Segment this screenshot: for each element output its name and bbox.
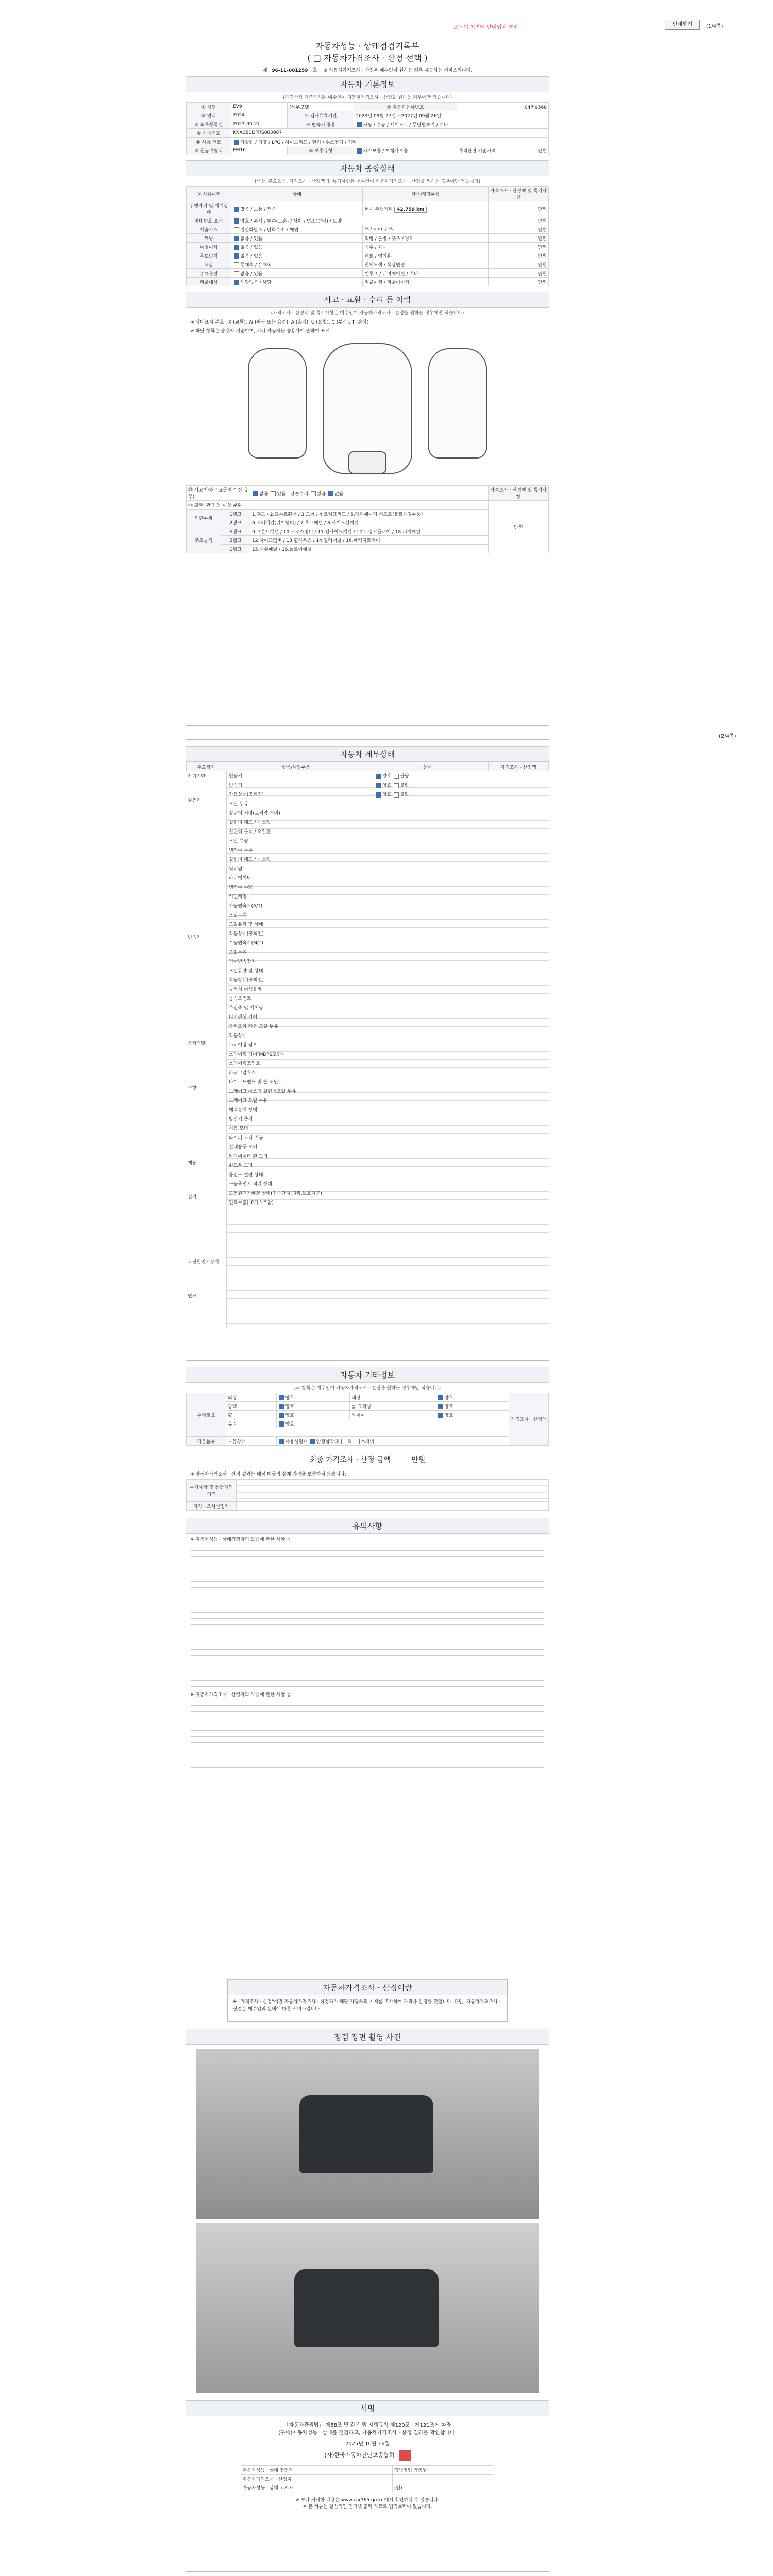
state-text: 없음 / 있음 bbox=[240, 271, 263, 277]
yes-label: 있음 bbox=[277, 491, 286, 497]
accident-sub-head: ⑬ 교환, 판금 등 이상 부위 bbox=[187, 501, 489, 510]
year-value: 2024 bbox=[231, 111, 288, 120]
item-hv-wiring: 고전원전기배선 상태(접속단자,피복,보호기구) bbox=[229, 1191, 322, 1196]
row-options: 주요옵션 bbox=[187, 269, 231, 278]
item-cv-joint: 등속조인트 bbox=[229, 996, 251, 1002]
head-history: ⑪ 사용이력 bbox=[187, 187, 231, 201]
inspection-value: 2023년 09월 27일 ~2027년 09월 26일 bbox=[354, 111, 549, 120]
engine-value: EM16 bbox=[231, 146, 288, 155]
item-brake-oil: 브레이크 오일 누유 bbox=[229, 1098, 268, 1104]
page-3 bbox=[186, 1360, 549, 1943]
label-transmission: ⑦ 변속기 종류 bbox=[288, 120, 354, 129]
item-at-leak: 오일누유 bbox=[229, 913, 247, 918]
group-hv: 고전원전기장치 bbox=[188, 1260, 219, 1265]
row-special: 특별이력 bbox=[187, 243, 231, 251]
state-text: 무채색 / 유채색 bbox=[240, 262, 272, 268]
checkbox[interactable] bbox=[234, 236, 239, 241]
row-recall: 리콜대상 bbox=[187, 278, 231, 286]
detail-head-device: 주요장치 bbox=[187, 762, 226, 771]
final-title: 최종 가격조사 · 산정 금액 bbox=[309, 1456, 391, 1464]
checkbox[interactable] bbox=[234, 280, 239, 285]
other-cleaning: 룸 크리닝 bbox=[350, 1402, 435, 1411]
label-submodel: (세부모델 bbox=[288, 103, 354, 111]
item-engine-diag: 원동기 bbox=[229, 774, 243, 779]
final-text: ※ 자동차가격조사 · 산정 결과는 해당 매물의 실제 가격을 보증하지 않습니다. bbox=[190, 1472, 346, 1477]
triangle-label: 안전삼각대 bbox=[316, 1439, 339, 1445]
checkbox-no-accident[interactable] bbox=[253, 491, 258, 496]
good-label: 양호 bbox=[444, 1404, 453, 1410]
page-2-number: (2/4쪽) bbox=[719, 734, 736, 739]
checkbox[interactable] bbox=[279, 1395, 284, 1400]
group-fuel: 연료 bbox=[188, 1294, 197, 1299]
vin-value: KNAC81DPRS000987 bbox=[231, 129, 549, 138]
bad-label: 불량 bbox=[400, 783, 409, 788]
checkbox[interactable] bbox=[438, 1404, 443, 1409]
role-inspector: 자동차성능 · 상태 점검자 bbox=[241, 2466, 392, 2475]
item-cyl-block: 실린더 블록 / 오일팬 bbox=[229, 829, 271, 835]
sign-law: 「자동차관리법」 제58조 및 같은 법 시행규칙 제120조 · 제121조에 따라 bbox=[283, 2422, 451, 2428]
print-button[interactable]: 인쇄하기 bbox=[665, 20, 700, 30]
good-label: 양호 bbox=[382, 783, 392, 788]
item-diff: 디퍼렌셜 기어 bbox=[229, 1015, 258, 1020]
other-title: 자동차 기타정보 bbox=[186, 1367, 549, 1383]
good-label: 양호 bbox=[444, 1395, 453, 1401]
checkbox[interactable] bbox=[438, 1395, 443, 1400]
other-subtitle: (① 항목은 매수인이 자동차가격조사 · 산정을 원하는 경우에만 적습니다) bbox=[294, 1386, 441, 1391]
sign-footer: ※ 보다 자세한 내용은 www.car365.go.kr 에서 확인하실 수 있습니다. bbox=[295, 2498, 440, 2503]
photo-rear bbox=[196, 2223, 539, 2393]
checkbox[interactable] bbox=[234, 271, 239, 276]
item-starter: 시동 모터 bbox=[229, 1126, 248, 1131]
price-unit: 만원 bbox=[489, 269, 549, 278]
row-vin-mark: 차대번호 표기 bbox=[187, 216, 231, 225]
checkbox-bad[interactable] bbox=[394, 774, 399, 779]
notice-title: 유의사항 bbox=[186, 1518, 549, 1534]
good-label: 양호 bbox=[285, 1413, 294, 1418]
checkbox-electric[interactable] bbox=[234, 140, 239, 145]
other-price-head: 가격조사 · 산정액 bbox=[509, 1393, 549, 1446]
item-mt: 수동변속기(M/T) bbox=[229, 941, 263, 946]
pricing-title: 자동차가격조사 · 산정이란 bbox=[228, 1979, 507, 1995]
item-oil-level: 오일 유량 bbox=[229, 839, 248, 844]
price-unit: 만원 bbox=[489, 225, 549, 234]
notice-text-2 bbox=[191, 1700, 544, 1772]
item-battery-iso: 구동축전지 격리 상태 bbox=[229, 1182, 272, 1187]
label-reg-no: ② 자동차등록번호 bbox=[354, 103, 457, 111]
checkbox[interactable] bbox=[279, 1413, 284, 1418]
rank-c: C랭크 bbox=[221, 545, 250, 553]
jack-label: 잭 bbox=[347, 1439, 352, 1445]
first-reg-value: 2023-09-27 bbox=[231, 120, 288, 129]
sign-table bbox=[241, 2465, 495, 2492]
other-interior: 내장 bbox=[350, 1393, 435, 1402]
sign-date: 2025년 10월 16일 bbox=[345, 2441, 390, 2447]
sign-footer-2: ※ 본 서류는 일반적인 인터넷 출력 자료로 법적효력이 없습니다. bbox=[303, 2504, 432, 2510]
notice-text-1 bbox=[191, 1545, 544, 1689]
other-tire: 타이어 bbox=[350, 1411, 435, 1419]
emission-units: % / ppm / % bbox=[363, 225, 489, 234]
row-use-change: 용도변경 bbox=[187, 251, 231, 260]
good-label: 양호 bbox=[382, 792, 392, 798]
rank-2: 2랭크 bbox=[221, 518, 250, 527]
sign-company: (사)한국자동차진단보증협회 bbox=[324, 2452, 395, 2459]
page-4 bbox=[186, 1958, 549, 2572]
checkbox-simple-none[interactable] bbox=[328, 491, 333, 496]
detail-body bbox=[186, 771, 549, 1328]
car-front-image bbox=[299, 2095, 433, 2173]
car-diagram bbox=[186, 338, 549, 482]
item-ps-leak: 동력조향 작동 오일 누유 bbox=[229, 1024, 278, 1029]
doc-no: 96-11-001259 bbox=[272, 68, 308, 73]
row-mileage: 주행거리 및 계기상태 bbox=[187, 201, 231, 216]
final-box bbox=[186, 1451, 549, 1468]
state-text: 일산화탄소 / 탄화수소 / 매연 bbox=[240, 227, 299, 233]
final-notes bbox=[237, 1480, 549, 1502]
other-repair-label: 수리필요 bbox=[187, 1393, 226, 1437]
price-unit: 만원 bbox=[489, 260, 549, 269]
basic-subtitle: (가격산정 기준가격은 매수인이 자동차가격조사 · 산정을 원하는 경우에만 적습니다) bbox=[282, 95, 452, 100]
label-model: ① 차명 bbox=[187, 103, 231, 111]
top-notice: 모든이 최반에 안내업체 결정 bbox=[453, 25, 518, 30]
price-unit: 만원 bbox=[489, 278, 549, 286]
item-cyl-cover: 실린더 커버(로커암 커버) bbox=[229, 811, 280, 816]
page-number: (1/4쪽) bbox=[706, 24, 724, 29]
header-notice: ※ 자동차가격조사 · 산정은 매수인이 원하는 경우 제공하는 서비스입니다. bbox=[323, 68, 473, 73]
simple-yes-label: 있음 bbox=[316, 491, 326, 497]
other-table bbox=[186, 1393, 549, 1446]
detail-price-column bbox=[492, 771, 549, 1328]
repair-label: ⑫ 사고이력(주요골격 이상 유무) bbox=[187, 486, 250, 501]
rank-2-items: 6.쿼터패널(리어휀더) / 7.루프패널 / 8.사이드실패널 bbox=[250, 518, 489, 527]
checkbox-simple-repair[interactable] bbox=[311, 491, 316, 496]
accident-title: 사고 · 교환 · 수리 등 이력 bbox=[186, 292, 549, 308]
item-blower: 실내송풍 모터 bbox=[229, 1145, 258, 1150]
appraiser-name bbox=[392, 2475, 494, 2483]
special-detail: 침수 / 화재 bbox=[363, 243, 489, 251]
checkbox[interactable] bbox=[234, 207, 239, 212]
accident-price-head: 가격조사 · 산정액 및 특기사항 bbox=[489, 486, 549, 501]
item-window: 윈도우 모터 bbox=[229, 1163, 253, 1168]
item-mt-leak: 오일누유 bbox=[229, 950, 247, 955]
photos-title: 점검 장면 촬영 사진 bbox=[186, 2029, 549, 2045]
price-unit: 만원 bbox=[489, 251, 549, 260]
item-tie-rod: 타이로드엔드 및 볼 조인트 bbox=[229, 1080, 283, 1085]
item-steer-op: 작동상태 bbox=[229, 1033, 247, 1039]
rank-1-items: 1.후드 / 2.프론트휀더 / 3.도어 / 4.트렁크리드 / 5.라디에이터 서포트(볼트체결부품) bbox=[250, 510, 489, 518]
state-text: 없음 / 있음 bbox=[240, 245, 263, 250]
warranty-options: 자가보증 / 보험사보증 bbox=[363, 148, 408, 154]
basic-title: 자동차 기본정보 bbox=[186, 76, 549, 92]
item-cyl-head: 실린더 헤드 / 개스킷 bbox=[229, 820, 271, 825]
page-2 bbox=[186, 739, 549, 1348]
final-value: 만원 bbox=[411, 1456, 426, 1464]
notifier-name: (인) bbox=[392, 2483, 494, 2492]
group-electric: 전기 bbox=[188, 1195, 197, 1200]
role-appraiser: 자동차가격조사 · 산정자 bbox=[241, 2475, 392, 2483]
detail-head-price: 가격조사 · 산정액 bbox=[489, 762, 549, 771]
reg-no-value: 04러9568 bbox=[457, 103, 548, 111]
detail-head-state: 상태 bbox=[366, 762, 489, 771]
item-clutch: 클러치 어셈블리 bbox=[229, 987, 262, 992]
item-radiator: 라디에이터 bbox=[229, 876, 251, 881]
item-mt-level: 오일유량 및 상태 bbox=[229, 969, 263, 974]
label-inspection: ④ 검사유효기간 bbox=[288, 111, 354, 120]
label-first-reg: ⑤ 최초등록일 bbox=[187, 120, 231, 129]
detail-head-item: 항목/해당부품 bbox=[226, 762, 366, 771]
item-alternator: 발전기 출력 bbox=[229, 1117, 253, 1122]
good-label: 양호 bbox=[285, 1421, 294, 1427]
item-wiper: 와이퍼 모터 기능 bbox=[229, 1136, 263, 1141]
checkbox-spanner[interactable] bbox=[355, 1439, 360, 1444]
label-base-price: 가격산정 기준가격 bbox=[458, 148, 496, 154]
car-front-view bbox=[248, 348, 307, 459]
item-head-gasket: 실린더 헤드 / 개스킷 bbox=[229, 857, 271, 862]
label-vin: ⑥ 차대번호 bbox=[187, 129, 231, 138]
overall-subtitle: (색상, 주요옵션, 가격조사 · 산정액 및 특기사항은 매수인이 자동차가격조사 · 산정을 원하는 경우에만 적습니다) bbox=[254, 179, 481, 184]
checkbox-good[interactable] bbox=[376, 774, 381, 779]
row-emission: 배출가스 bbox=[187, 225, 231, 234]
final-notes-table bbox=[186, 1479, 549, 1511]
state-text: 없음 / 있음 bbox=[240, 253, 263, 259]
checkbox[interactable] bbox=[234, 245, 239, 250]
tuning-detail: 적법 / 불법 / 구조 / 장치 bbox=[363, 234, 489, 243]
rank-b: B랭크 bbox=[221, 536, 250, 545]
car-frame-view bbox=[348, 451, 386, 474]
checkbox-auto[interactable] bbox=[357, 122, 362, 127]
group-drivetrain: 동력전달 bbox=[188, 1041, 206, 1046]
accident-table bbox=[186, 485, 549, 553]
state-text: 해당없음 / 해당 bbox=[240, 280, 272, 285]
car-rear-view bbox=[428, 348, 487, 459]
item-steer-gear: 스티어링 기어(MDPS포함) bbox=[229, 1052, 283, 1057]
doc-no-label: 제 bbox=[262, 68, 267, 73]
group-exterior: 외판부위 bbox=[187, 510, 221, 527]
group-transmission: 변속기 bbox=[188, 935, 201, 940]
group-frame: 주요골격 bbox=[187, 527, 221, 553]
head-state: 상태 bbox=[231, 187, 363, 201]
item-booster: 배력장치 상태 bbox=[229, 1108, 258, 1113]
checkbox[interactable] bbox=[279, 1421, 284, 1427]
other-basic-label: 기본품목 bbox=[187, 1437, 226, 1446]
state-text: 없음 / 있음 bbox=[240, 236, 263, 242]
doc-title: 자동차성능 · 상태점검기록부 bbox=[315, 41, 419, 51]
item-steer-pump: 스티어링 펌프 bbox=[229, 1043, 258, 1048]
detail-title: 자동차 세부상태 bbox=[186, 746, 549, 762]
checkbox-good[interactable] bbox=[376, 792, 381, 798]
page-1 bbox=[186, 32, 549, 726]
item-coolant-level: 냉각수 수량 bbox=[229, 885, 253, 890]
item-oil-leak: 오일 누유 bbox=[229, 802, 248, 807]
item-common-rail: 커먼레일 bbox=[229, 894, 247, 900]
detail-groups bbox=[186, 771, 227, 1328]
use-detail: 렌트 / 영업용 bbox=[363, 251, 489, 260]
checkbox[interactable] bbox=[234, 262, 239, 267]
company-seal-icon bbox=[399, 2450, 411, 2461]
item-at-idle: 작동상태(공회전) bbox=[229, 931, 264, 937]
car-rear-image bbox=[294, 2269, 439, 2347]
doc-no-suffix: 호 bbox=[312, 68, 317, 73]
checkbox-warranty[interactable] bbox=[357, 148, 362, 154]
rank-1: 1랭크 bbox=[221, 510, 250, 518]
basic-status: 보유상태 bbox=[226, 1437, 277, 1446]
checkbox-yes-accident[interactable] bbox=[271, 491, 276, 496]
basic-table bbox=[186, 102, 549, 155]
group-engine: 원동기 bbox=[188, 798, 201, 803]
state-text: 양호 / 부식 / 훼손(오손) / 상이 / 변조(변타) / 도말 bbox=[240, 218, 342, 224]
sign-law-2: (구매)자동차성능 · 상태를 점검하고, 자동차가격조사 · 산정 결과를 확인합니다. bbox=[278, 2430, 457, 2436]
good-label: 양호 bbox=[285, 1404, 294, 1410]
item-charge-port: 충전구 절연 상태 bbox=[229, 1173, 263, 1178]
color-detail: 전체도색 / 색상변경 bbox=[363, 260, 489, 269]
price-unit: 만원 bbox=[489, 216, 549, 225]
notice-lead-2: ※ 자동차가격조사 · 산정자의 보증에 관한 사항 등 bbox=[190, 1692, 291, 1698]
head-item: 항목/해당부품 bbox=[363, 187, 489, 201]
accident-price: 만원 bbox=[489, 501, 549, 553]
base-price-unit: 만원 bbox=[537, 148, 547, 154]
item-prop-shaft: 추진축 및 베어링 bbox=[229, 1006, 263, 1011]
label-fuel: ⑧ 사용 연료 bbox=[187, 138, 231, 146]
label-year: ③ 연식 bbox=[187, 111, 231, 120]
pricing-box bbox=[227, 1979, 508, 2022]
item-trans-diag: 변속기 bbox=[229, 783, 243, 788]
option-detail: 썬루프 / 네비게이션 / 기타 bbox=[363, 269, 489, 278]
row-tuning: 튜닝 bbox=[187, 234, 231, 243]
accident-legend-2: ※ 하단 항목은 승용차 기준이며, 기타 자동차는 승용차에 준하여 표시 bbox=[190, 329, 330, 334]
detail-header bbox=[186, 762, 549, 771]
rank-b-items: 12.사이드멤버 / 13.휠하우스 / 14.필러패널 / 16.패키지트레이 bbox=[250, 536, 489, 545]
notice-lead: ※ 자동차성능 · 상태점검자의 보증에 관한 사항 등 bbox=[190, 1537, 291, 1543]
checkbox-jack[interactable] bbox=[341, 1439, 346, 1444]
item-mt-idle: 작동상태(공회전) bbox=[229, 978, 264, 983]
photo-front bbox=[196, 2049, 539, 2219]
head-price: 가격조사 · 산정액 및 특기사항 bbox=[489, 187, 549, 201]
detail-states bbox=[373, 771, 492, 1328]
accident-subtitle: (가격조사 · 산정액 및 특기사항은 매수인이 자동차가격조사 · 산정을 원하는 경우에만 적습니다) bbox=[271, 311, 464, 316]
final-notes-label: 특기사항 및 점검자의 의견 bbox=[187, 1480, 237, 1502]
mileage-value: 42,759 km bbox=[394, 207, 427, 213]
accident-legend-1: ※ 상태표시 부호 : X (교환), W (판금 또는 용접), A (흠집), U (요철), C (부식), T (손상) bbox=[190, 320, 369, 325]
other-wheel: 휠 bbox=[226, 1411, 277, 1419]
model-value: EV9 bbox=[231, 103, 288, 111]
detail-items bbox=[227, 771, 373, 1328]
other-glass: 유리 bbox=[226, 1419, 277, 1428]
item-rad-fan: 라디에이터 팬 모터 bbox=[229, 1154, 268, 1159]
item-gear-shift: 기어변속장치 bbox=[229, 959, 256, 964]
item-fuel-leak: 연료누출(LP가스포함) bbox=[229, 1200, 274, 1206]
group-selfdiag: 자기진단 bbox=[188, 774, 206, 779]
other-exterior: 외장 bbox=[226, 1393, 277, 1402]
checkbox[interactable] bbox=[234, 218, 239, 224]
item-at: 자동변속기(A/T) bbox=[229, 904, 263, 909]
overall-title: 자동차 종합상태 bbox=[186, 160, 549, 176]
good-label: 양호 bbox=[382, 774, 392, 779]
top-bar bbox=[0, 0, 773, 28]
item-water-pump: 워터펌프 bbox=[229, 867, 247, 872]
good-label: 양호 bbox=[285, 1395, 294, 1401]
checkbox-bad[interactable] bbox=[394, 792, 399, 798]
label-engine: ⑨ 원동기형식 bbox=[187, 146, 231, 155]
state-text: 많음 / 보통 / 적음 bbox=[240, 207, 276, 212]
doc-subtitle: ( □ 자동차가격조사 · 산정 선택 ) bbox=[307, 53, 428, 63]
item-master-cyl: 브레이크 마스터 실린더오일 누유 bbox=[229, 1089, 296, 1094]
no-label: 없음 bbox=[259, 491, 268, 497]
item-at-level: 오일유량 및 상태 bbox=[229, 922, 263, 927]
item-engine-idle: 작동상태(공회전) bbox=[229, 792, 264, 798]
label-warranty: ⑩ 보증유형 bbox=[288, 146, 354, 155]
pricing-text: ※ "가격조사 · 산정"이란 자동차가격조사 · 산정자가 해당 자동차의 시세를 조사하여 가격을 산정한 것입니다. 다만, 자동차가격조사 · 산정은 매수인의 선택에 따른 서비스입니다. bbox=[233, 1999, 501, 2012]
group-brake: 제동 bbox=[188, 1161, 197, 1166]
recall-detail: 리콜이행 / 리콜미이행 bbox=[363, 278, 489, 286]
checkbox[interactable] bbox=[279, 1404, 284, 1409]
item-coolant-leak: 냉각수 누수 bbox=[229, 848, 253, 853]
transmission-options: 자동 / 수동 / 세미오토 / 무단변속기 / 기타 bbox=[363, 122, 448, 128]
checkbox[interactable] bbox=[234, 227, 239, 232]
checkbox-bad[interactable] bbox=[394, 783, 399, 788]
checkbox-manual[interactable] bbox=[279, 1439, 284, 1444]
other-polish: 광택 bbox=[226, 1402, 277, 1411]
bad-label: 불량 bbox=[400, 792, 409, 798]
price-unit: 만원 bbox=[489, 201, 549, 216]
rank-a: A랭크 bbox=[221, 527, 250, 536]
checkbox-good[interactable] bbox=[376, 783, 381, 788]
checkbox[interactable] bbox=[234, 253, 239, 259]
bad-label: 불량 bbox=[400, 774, 409, 779]
good-label: 양호 bbox=[444, 1413, 453, 1418]
sign-title: 서명 bbox=[186, 2400, 549, 2416]
item-hp-hose: 파워고압호스 bbox=[229, 1071, 256, 1076]
overall-table bbox=[186, 186, 549, 286]
fuel-options: 가솔린 / 디젤 / LPG / 하이브리드 / 전기 / 수소전기 / 기타 bbox=[240, 140, 357, 145]
price-unit: 만원 bbox=[489, 234, 549, 243]
item-steer-joint: 스티어링조인트 bbox=[229, 1061, 260, 1066]
checkbox-triangle[interactable] bbox=[310, 1439, 315, 1444]
inspector-name: 경남영업 박동원 bbox=[392, 2466, 494, 2475]
checkbox[interactable] bbox=[438, 1413, 443, 1418]
simple-no-label: 없음 bbox=[334, 491, 344, 497]
rank-a-items: 9.프론트패널 / 10.크로스멤버 / 11.인사이드패널 / 17.트렁크플로어 / 18.리어패널 bbox=[250, 527, 489, 536]
mileage-label: 현재 주행거리 bbox=[364, 207, 393, 212]
row-color: 색상 bbox=[187, 260, 231, 269]
manual-label: 사용설명서 bbox=[285, 1439, 308, 1445]
role-notifier: 자동차성능 · 상태 고지자 bbox=[241, 2483, 392, 2492]
group-steering: 조향 bbox=[188, 1086, 197, 1091]
spanner-label: 스패너 bbox=[360, 1439, 374, 1445]
price-unit: 만원 bbox=[489, 243, 549, 251]
simple-repair-label: 단순수리 bbox=[290, 491, 309, 497]
final-price-label: 가격 · 조사산정자 bbox=[187, 1502, 237, 1511]
rank-c-items: 15.대쉬패널 / 16.플로어패널 bbox=[250, 545, 489, 553]
